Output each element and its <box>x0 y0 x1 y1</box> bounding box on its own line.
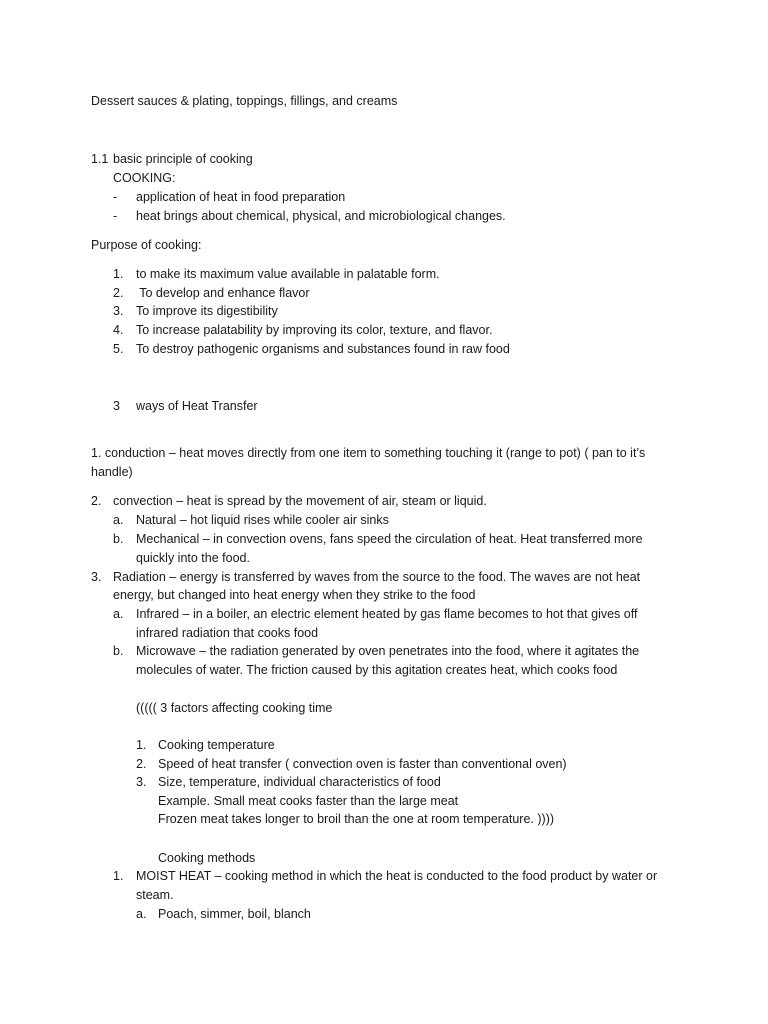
section-number: 1.1 <box>91 152 109 166</box>
sub-item: molecules of water. The friction caused by this agitation creates heat, which cooks food <box>136 663 618 677</box>
document-title: Dessert sauces & plating, toppings, fillings, and creams <box>91 94 398 108</box>
sub-item: Natural – hot liquid rises while cooler air sinks <box>136 513 389 527</box>
list-number: 3. <box>113 304 124 318</box>
radiation-text: Radiation – energy is transferred by waves from the source to the food. The waves are not heat <box>113 570 641 584</box>
conduction-text: 1. conduction – heat moves directly from one item to something touching it (range to pot) ( pan to it’s <box>91 446 646 460</box>
list-number: 2. <box>113 286 124 300</box>
cooking-label: COOKING: <box>113 171 176 185</box>
factor-item: Example. Small meat cooks faster than the large meat <box>158 794 459 808</box>
sub-item: Microwave – the radiation generated by oven penetrates into the food, where it agitates the <box>136 644 640 658</box>
heat-transfer-heading: ways of Heat Transfer <box>136 399 258 413</box>
list-number: 3. <box>91 570 102 584</box>
section-heading: basic principle of cooking <box>113 152 253 166</box>
bullet-item: application of heat in food preparation <box>136 190 346 204</box>
sub-item: quickly into the food. <box>136 551 250 565</box>
methods-heading: Cooking methods <box>158 851 256 865</box>
moist-heat-text: steam. <box>136 888 174 902</box>
sub-item: Infrared – in a boiler, an electric element heated by gas flame becomes to hot that gives off <box>136 607 638 621</box>
sub-letter: b. <box>113 532 124 546</box>
factor-item: Cooking temperature <box>158 738 275 752</box>
conduction-text: handle) <box>91 465 133 479</box>
list-item: To increase palatability by improving its color, texture, and flavor. <box>136 323 493 337</box>
factor-item: Size, temperature, individual characteristics of food <box>158 775 441 789</box>
moist-heat-text: MOIST HEAT – cooking method in which the heat is conducted to the food product by water or <box>136 869 658 883</box>
list-number: 1. <box>113 869 124 883</box>
list-item: To destroy pathogenic organisms and substances found in raw food <box>136 342 510 356</box>
convection-text: convection – heat is spread by the movement of air, steam or liquid. <box>113 494 487 508</box>
list-number: 5. <box>113 342 124 356</box>
factor-item: Speed of heat transfer ( convection oven is faster than conventional oven) <box>158 757 567 771</box>
list-number: 1. <box>113 267 124 281</box>
list-number: 2. <box>136 757 147 771</box>
purpose-heading: Purpose of cooking: <box>91 238 202 252</box>
sub-letter: a. <box>136 907 147 921</box>
list-item: To improve its digestibility <box>136 304 278 318</box>
sub-item: infrared radiation that cooks food <box>136 626 319 640</box>
bullet-marker: - <box>113 209 118 223</box>
heat-transfer-number: 3 <box>113 399 120 413</box>
radiation-text: energy, but changed into heat energy when they strike to the food <box>113 588 476 602</box>
list-item: To develop and enhance flavor <box>136 286 310 300</box>
factors-heading: ((((( 3 factors affecting cooking time <box>136 701 333 715</box>
list-number: 3. <box>136 775 147 789</box>
bullet-item: heat brings about chemical, physical, and microbiological changes. <box>136 209 506 223</box>
list-number: 4. <box>113 323 124 337</box>
sub-letter: a. <box>113 513 124 527</box>
sub-letter: b. <box>113 644 124 658</box>
list-item: to make its maximum value available in palatable form. <box>136 267 440 281</box>
list-number: 1. <box>136 738 147 752</box>
factor-item: Frozen meat takes longer to broil than the one at room temperature. )))) <box>158 812 555 826</box>
bullet-marker: - <box>113 190 118 204</box>
list-number: 2. <box>91 494 102 508</box>
sub-item: Mechanical – in convection ovens, fans speed the circulation of heat. Heat transferred more <box>136 532 643 546</box>
sub-letter: a. <box>113 607 124 621</box>
sub-item: Poach, simmer, boil, blanch <box>158 907 311 921</box>
